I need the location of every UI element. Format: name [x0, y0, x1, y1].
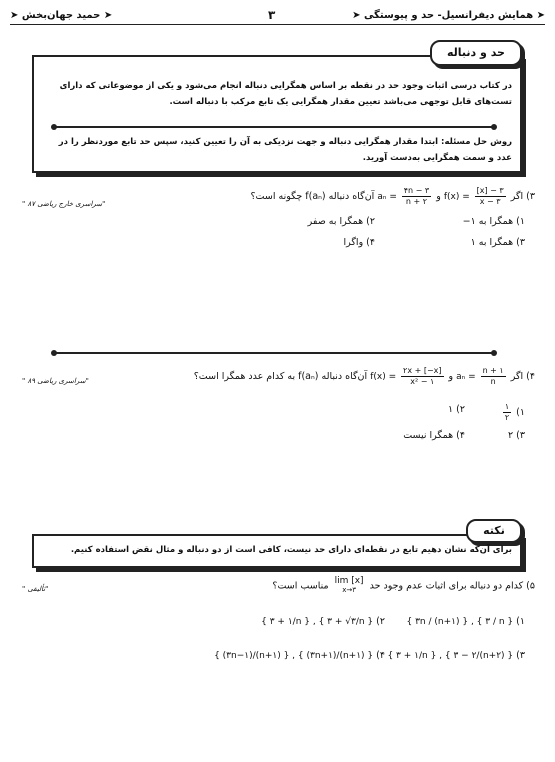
option-3[interactable]: ۳) { ۳ + ۱/n } , { ۳ − ۲/(n+۲) }: [387, 650, 525, 661]
option-4[interactable]: ۴) { (۳n−۱)/(n+۱) } , { (۳n+۱)/(n+۱) }: [214, 650, 385, 661]
page-number: ۳: [268, 8, 276, 22]
option-1[interactable]: ۱) $\frac{۱}{۲}$: [504, 402, 525, 422]
option-2[interactable]: ۲) { ۳ + ۱/n } , { ۳ + √۳/n }: [261, 616, 385, 627]
question-5: ۵) کدام دو دنباله برای اثبات عدم وجود حد lim [x] x→۳ مناسب است؟: [272, 576, 535, 594]
section-title-bubble: حد و دنباله: [430, 40, 522, 66]
divider-dot-right: [491, 350, 497, 356]
divider-dot-right: [491, 124, 497, 130]
method-paragraph: روش حل مسئله: ابتدا مقدار همگرایی دنباله و جهت نزدیکی به آن را تعیین کنید، سپس حد تابع موردنظر را در عدد و سمت همگرایی به‌دست آورید.: [58, 137, 512, 163]
question-source: " سراسری ریاضی ۸۹": [22, 377, 89, 385]
header-divider: [10, 24, 545, 25]
question-3: ۳) اگر f(x) = $\frac{[x] - ۳}{x - ۳}$ و aₙ = $\frac{۴n - ۳}{n + ۲}$ آن‌گاه دنباله f(aₙ) چگونه است؟: [250, 186, 535, 206]
divider-dot-left: [51, 124, 57, 130]
option-3[interactable]: ۳) ۲: [508, 430, 525, 441]
question-source: " تألیفی": [22, 585, 49, 593]
note-text: برای آن‌که نشان دهیم تابع در نقطه‌ای دارای حد نیست، کافی است از دو دنباله و مثال نقض استفاده کنیم.: [70, 545, 512, 555]
question-divider: [54, 352, 494, 354]
header-author: ➤ حمید جهان‌بخش ➤: [10, 10, 113, 21]
option-2[interactable]: ۲) همگرا به صفر: [307, 216, 375, 227]
option-2[interactable]: ۲) ۱: [448, 404, 465, 415]
header-arrow-icon: ➤: [536, 10, 545, 21]
note-title-bubble: نکته: [466, 519, 522, 543]
divider-dot-left: [51, 350, 57, 356]
header-title: ➤ همایش دیفرانسیل- حد و پیوستگی ➤: [352, 10, 545, 21]
option-3[interactable]: ۳) همگرا به ۱: [470, 237, 525, 248]
option-1[interactable]: ۱) { ۳n / (n+۱) } , { ۳ / n }: [406, 616, 525, 627]
section-divider: [54, 126, 494, 128]
option-4[interactable]: ۴) واگرا: [343, 237, 375, 248]
option-1[interactable]: ۱) همگرا به ۱−: [462, 216, 525, 227]
question-source: " سراسری خارج ریاضی ۸۷": [22, 200, 106, 208]
section-paragraph: در کتاب درسی اثبات وجود حد در نقطه بر اساس همگرایی دنباله انجام می‌شود و یکی از موضوعاتی که دارای تست‌های قابل توجهی می‌باشد تعیین مقدار همگرایی یک تابع مرکب با دنباله است.: [59, 81, 512, 107]
option-4[interactable]: ۴) همگرا نیست: [403, 430, 465, 441]
question-4: ۴) اگر aₙ = $\frac{n + ۱}{n}$ و f(x) = $\frac{۲x + [-x]}{\text{x² − ۱}}$ آن‌گاه دنباله f(aₙ) به کدام عدد همگرا است؟: [193, 366, 535, 386]
